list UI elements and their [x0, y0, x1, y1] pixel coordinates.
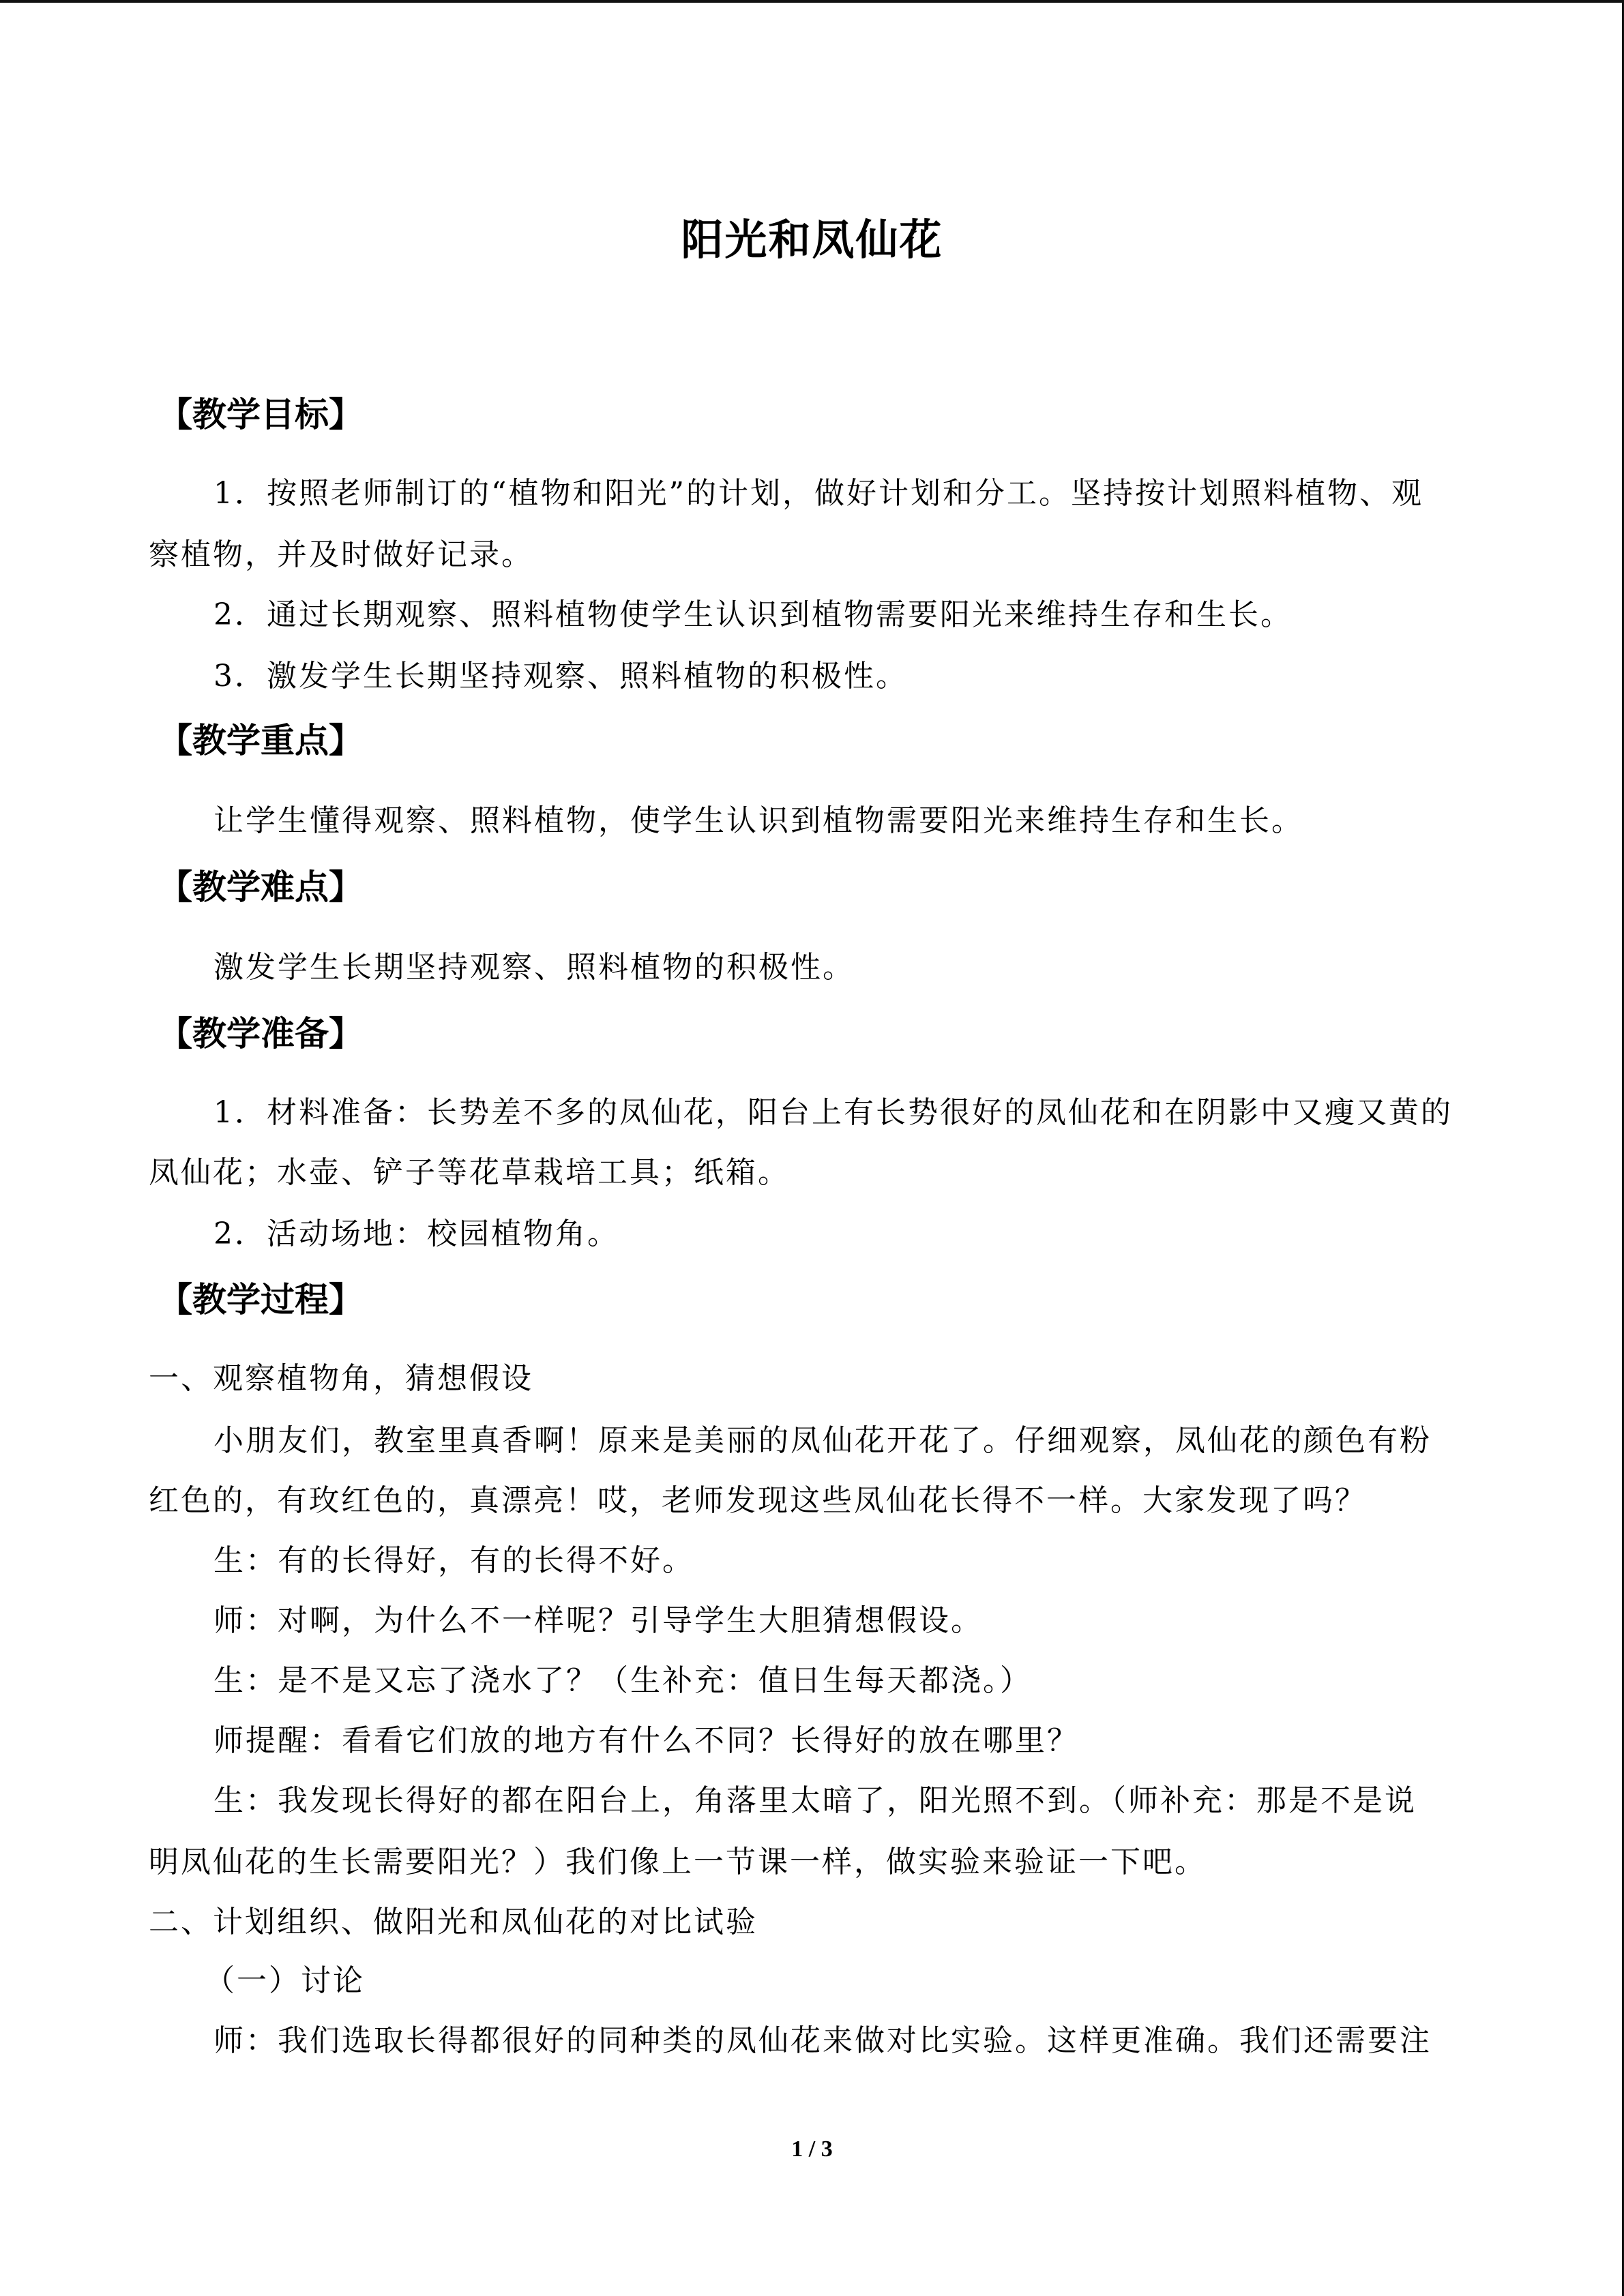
process-line-9: 师：我们选取长得都很好的同种类的凤仙花来做对比实验。这样更准确。我们还需要注	[213, 2023, 1432, 2058]
objectives-line-1: 1．按照老师制订的“植物和阳光”的计划，做好计划和分工。坚持按计划照料植物、观	[213, 476, 1423, 511]
process-subheading-2-1: （一）讨论	[205, 1963, 365, 1998]
section-heading-objectives: 【教学目标】	[158, 395, 363, 434]
process-line-7: 生：我发现长得好的都在阳台上，角落里太暗了，阳光照不到。（师补充：那是不是说	[213, 1783, 1417, 1818]
page-title: 阳光和凤仙花	[681, 215, 943, 265]
process-line-6: 师提醒：看看它们放的地方有什么不同？长得好的放在哪里？	[213, 1723, 1079, 1758]
process-line-2: 红色的，有玫红色的，真漂亮！哎，老师发现这些凤仙花长得不一样。大家发现了吗？	[149, 1483, 1367, 1518]
process-subheading-2: 二、计划组织、做阳光和凤仙花的对比试验	[149, 1905, 758, 1939]
page-number: 1 / 3	[791, 2136, 833, 2162]
process-subheading-1: 一、观察植物角，猜想假设	[149, 1361, 533, 1396]
objectives-line-2: 察植物，并及时做好记录。	[149, 537, 533, 572]
preparation-line-1: 1．材料准备：长势差不多的凤仙花，阳台上有长势很好的凤仙花和在阴影中又瘦又黄的	[213, 1095, 1453, 1130]
process-line-3: 生：有的长得好，有的长得不好。	[213, 1543, 694, 1578]
section-heading-key-points: 【教学重点】	[158, 721, 363, 760]
process-line-5: 生：是不是又忘了浇水了？（生补充：值日生每天都浇。）	[213, 1663, 1032, 1698]
process-line-4: 师：对啊，为什么不一样呢？引导学生大胆猜想假设。	[213, 1603, 983, 1638]
preparation-line-2: 凤仙花；水壶、铲子等花草栽培工具；纸箱。	[149, 1155, 790, 1190]
key-points-line-1: 让学生懂得观察、照料植物，使学生认识到植物需要阳光来维持生存和生长。	[213, 803, 1303, 838]
objectives-line-4: 3．激发学生长期坚持观察、照料植物的积极性。	[213, 659, 908, 694]
section-heading-difficulties: 【教学难点】	[158, 867, 363, 907]
objectives-line-3: 2．通过长期观察、照料植物使学生认识到植物需要阳光来维持生存和生长。	[213, 597, 1293, 632]
section-heading-preparation: 【教学准备】	[158, 1014, 363, 1054]
section-heading-process: 【教学过程】	[158, 1280, 363, 1320]
process-line-8: 明凤仙花的生长需要阳光？）我们像上一节课一样，做实验来验证一下吧。	[149, 1845, 1207, 1879]
process-line-1: 小朋友们，教室里真香啊！原来是美丽的凤仙花开花了。仔细观察，凤仙花的颜色有粉	[213, 1423, 1432, 1458]
preparation-line-3: 2．活动场地：校园植物角。	[213, 1217, 619, 1251]
difficulties-line-1: 激发学生长期坚持观察、照料植物的积极性。	[213, 950, 855, 985]
